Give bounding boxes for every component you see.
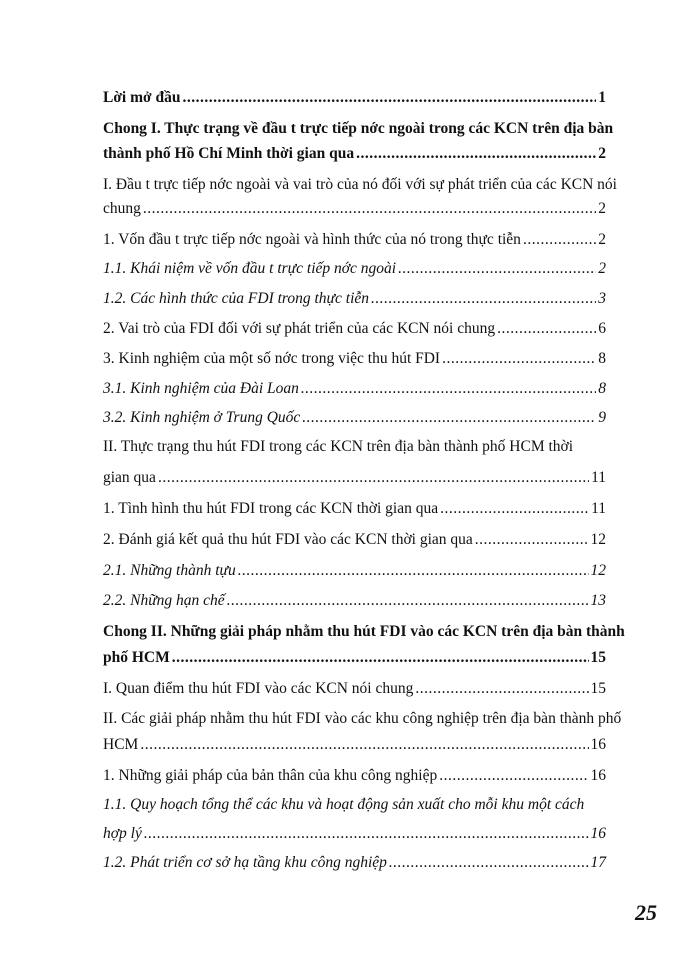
toc-page-number: 2 [598, 145, 606, 162]
toc-entry[interactable] [103, 591, 606, 611]
toc-entry-title: Lời mở đầu [103, 89, 181, 106]
toc-entry-title: 2.1. Những thành tựu [103, 562, 236, 579]
toc-entry-title: 1.2. Các hình thức của FDI trong thực tiễn [103, 290, 370, 307]
toc-page-number: 17 [590, 854, 606, 871]
toc-entry-title: 2. Vai trò của FDI đối với sự phát triển của các KCN nói chung [103, 320, 496, 337]
toc-entry-title: I. Quan điểm thu hút FDI vào các KCN nói chung [103, 680, 414, 697]
toc-entry-title: 3. Kinh nghiệm của một số nớc trong việc thu hút FDI [103, 350, 441, 367]
toc-leader-dots [172, 648, 589, 668]
toc-leader-dots [227, 591, 589, 611]
toc-leader-dots [182, 88, 596, 108]
toc-entry-title: 1. Tình hình thu hút FDI trong các KCN thời gian qua [103, 500, 439, 517]
toc-page-number: 8 [598, 380, 606, 397]
toc-leader-dots [415, 679, 588, 699]
toc-entry[interactable] [103, 230, 606, 250]
toc-entry[interactable] [103, 679, 606, 699]
toc-entry[interactable] [103, 319, 606, 339]
toc-leader-dots [238, 561, 589, 581]
toc-page-number: 9 [598, 409, 606, 426]
toc-entry-title: gian qua [103, 469, 156, 486]
toc-page-number: 2 [598, 200, 606, 217]
toc-entry-1-1[interactable] [103, 824, 606, 844]
toc-leader-dots [302, 408, 596, 428]
toc-entry[interactable] [103, 349, 606, 369]
toc-page-number: 12 [590, 562, 606, 579]
toc-page-number: 12 [590, 531, 606, 548]
toc-entry-section-2[interactable] [103, 468, 606, 488]
toc-leader-dots [398, 259, 596, 279]
toc-leader-dots [140, 735, 588, 755]
toc-entry[interactable] [103, 379, 606, 399]
toc-page-number: 8 [598, 350, 606, 367]
toc-entry-title: 1. Vốn đầu t trực tiếp nớc ngoài và hình thức của nó trong thực tiễn [103, 231, 521, 248]
toc-entry-title: hợp lý [103, 825, 142, 842]
toc-entry-title: HCM [103, 736, 139, 753]
toc-page-number: 13 [590, 592, 606, 609]
toc-page-number: 2 [598, 260, 606, 277]
toc-leader-dots [497, 319, 596, 339]
toc-leader-dots [475, 530, 589, 550]
toc-entry-title: 1.1. Khái niệm về vốn đầu t trực tiếp nớc ngoài [103, 260, 397, 277]
toc-entry[interactable] [103, 561, 606, 581]
toc-leader-dots [439, 766, 588, 786]
toc-page-number: 15 [590, 680, 606, 697]
page-number: 25 [635, 900, 657, 925]
toc-leader-dots [144, 824, 589, 844]
toc-entry[interactable] [103, 766, 606, 786]
toc-entry-title: 3.2. Kinh nghiệm ở Trung Quốc [103, 409, 301, 426]
toc-leader-dots [158, 468, 589, 488]
toc-entry-title: 1.2. Phát triển cơ sở hạ tầng khu công nghiệp [103, 854, 387, 871]
toc-entry-section-2b-line1[interactable]: II. Các giải pháp nhằm thu hút FDI vào các khu công nghiệp trên địa bàn thành phố [103, 710, 622, 727]
toc-entry-title: 1. Những giải pháp của bản thân của khu công nghiệp [103, 767, 438, 784]
toc-entry[interactable] [103, 408, 606, 428]
toc-entry-section-1-line1[interactable]: I. Đầu t trực tiếp nớc ngoài và vai trò của nó đối với sự phát triển của các KCN nói [103, 176, 617, 193]
toc-entry-section-2b[interactable] [103, 735, 606, 755]
toc-entry[interactable] [103, 853, 606, 873]
toc-page-number: 1 [598, 89, 606, 106]
toc-entry-title: chung [103, 200, 141, 217]
toc-page-number: 16 [590, 825, 606, 842]
toc-leader-dots [143, 199, 596, 219]
toc-entry-chapter-1[interactable] [103, 144, 606, 164]
toc-entry[interactable] [103, 499, 606, 519]
toc-entry-section-1[interactable] [103, 199, 606, 219]
toc-page-number: 6 [598, 320, 606, 337]
toc-entry[interactable] [103, 259, 606, 279]
toc-leader-dots [442, 349, 596, 369]
toc-entry-title: 2. Đánh giá kết quả thu hút FDI vào các KCN thời gian qua [103, 531, 473, 548]
toc-entry-title: 3.1. Kinh nghiệm của Đài Loan [103, 380, 299, 397]
toc-leader-dots [440, 499, 589, 519]
toc-leader-dots [301, 379, 596, 399]
toc-leader-dots [371, 289, 596, 309]
toc-leader-dots [356, 144, 596, 164]
toc-entry-chapter-2-line1[interactable]: Chong II. Những giải pháp nhằm thu hút FDI vào các KCN trên địa bàn thành [103, 623, 625, 640]
toc-page-number: 15 [590, 649, 606, 666]
toc-entry-preface[interactable] [103, 88, 606, 108]
toc-page-number: 11 [591, 500, 606, 517]
toc-entry-chapter-1-line1[interactable]: Chong I. Thực trạng về đầu t trực tiếp nớc ngoài trong các KCN trên địa bàn [103, 120, 614, 137]
toc-entry[interactable] [103, 530, 606, 550]
toc-leader-dots [523, 230, 596, 250]
toc-page-number: 11 [591, 469, 606, 486]
toc-page-number: 3 [598, 290, 606, 307]
toc-entry[interactable] [103, 289, 606, 309]
toc-entry-1-1-line1[interactable]: 1.1. Quy hoạch tổng thể các khu và hoạt động sản xuất cho mỗi khu một cách [103, 796, 585, 813]
toc-entry-title: 2.2. Những hạn chế [103, 592, 225, 609]
toc-leader-dots [389, 853, 589, 873]
toc-entry-title: phố HCM [103, 649, 170, 666]
toc-page-number: 2 [598, 231, 606, 248]
toc-page-number: 16 [590, 767, 606, 784]
toc-page-number: 16 [590, 736, 606, 753]
toc-entry-title: thành phố Hồ Chí Minh thời gian qua [103, 145, 355, 162]
toc-entry-chapter-2[interactable] [103, 648, 606, 668]
toc-entry-section-2-line1[interactable]: II. Thực trạng thu hút FDI trong các KCN trên địa bàn thành phố HCM thời [103, 438, 574, 455]
